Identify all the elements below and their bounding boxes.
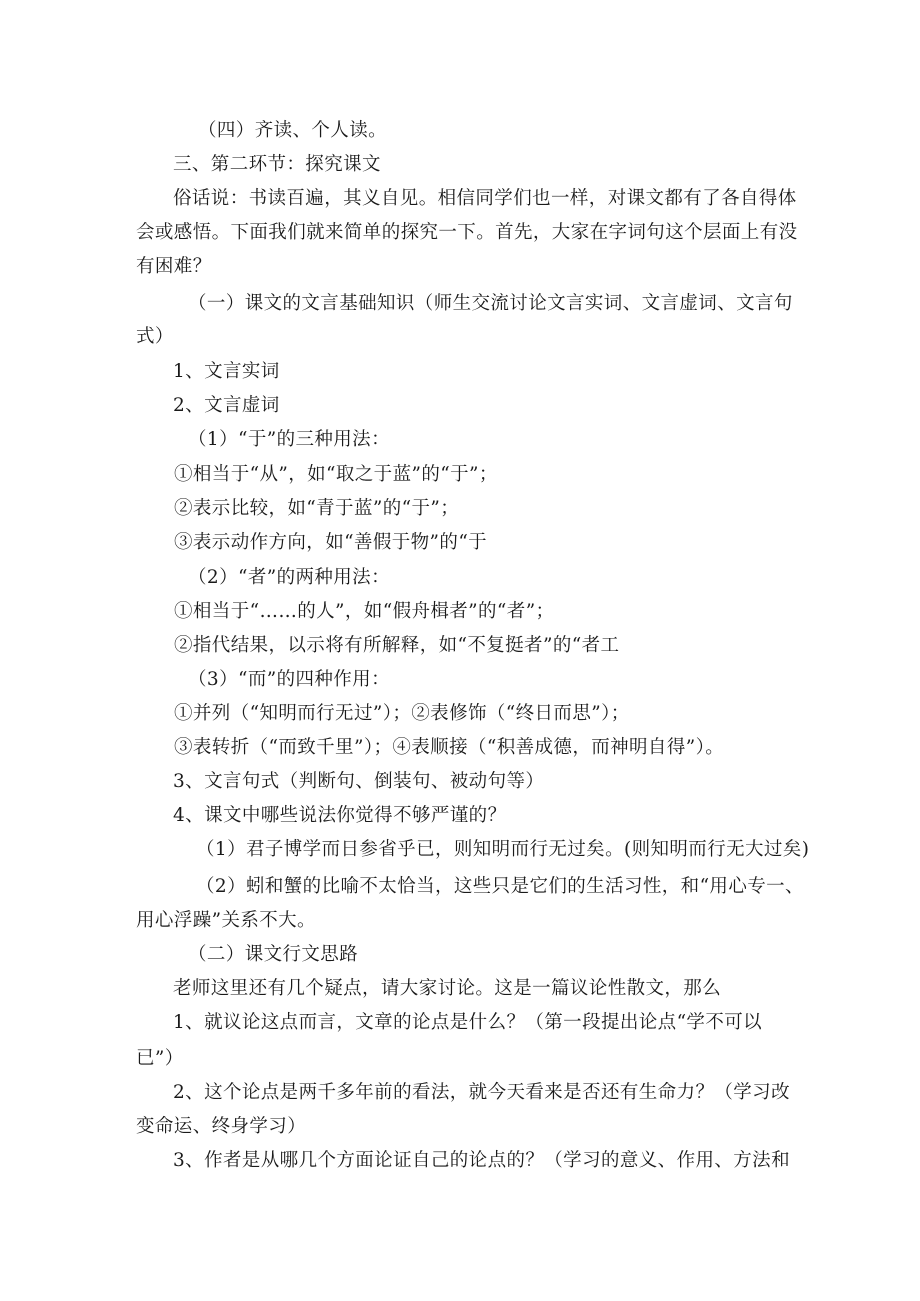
subsection-heading: （一）课文的文言基础知识（师生交流讨论文言实词、文言虚词、文言句 [188, 293, 793, 314]
list-item: 1、就议论这点而言，文章的论点是什么？（第一段提出论点“学不可以 [173, 1012, 763, 1033]
text-line: 俗话说：书读百遍，其义自见。相信同学们也一样，对课文都有了各自得体 [173, 188, 797, 209]
list-item: ①并列（“知明而行无过”）；②表修饰（“终日而思”）； [174, 703, 630, 724]
text-line: 已”） [136, 1048, 184, 1069]
text-line: 老师这里还有几个疑点，请大家讨论。这是一篇议论性散文，那么 [173, 978, 722, 999]
list-item: ③表转折（“而致千里”）；④表顺接（“积善成德，而神明自得”）。 [174, 737, 725, 758]
list-item: ③表示动作方向，如“善假于物”的“于 [174, 532, 488, 553]
text-line: 变命运、终身学习） [136, 1116, 307, 1137]
list-item: （1）“于”的三种用法： [188, 429, 390, 450]
list-item: 2、这个论点是两千多年前的看法，就今天看来是否还有生命力？（学习改 [173, 1082, 790, 1103]
list-item: ①相当于“……的人”，如“假舟楫者”的“者”； [174, 601, 555, 622]
list-item: 4、课文中哪些说法你觉得不够严谨的？ [173, 805, 507, 826]
list-item: ①相当于“从”，如“取之于蓝”的“于”； [174, 464, 498, 485]
text-line: 式） [136, 326, 174, 347]
text-line: 有困难？ [136, 256, 212, 277]
text-line: （四）齐读、个人读。 [198, 120, 388, 141]
list-item: （3）“而”的四种作用： [188, 669, 390, 690]
list-item: 3、作者是从哪几个方面论证自己的论点的？（学习的意义、作用、方法和 [173, 1150, 790, 1171]
list-item: 2、文言虚词 [173, 395, 280, 416]
text-line: 会或感悟。下面我们就来简单的探究一下。首先，大家在字词句这个层面上有没 [136, 222, 798, 243]
list-item: 3、文言句式（判断句、倒装句、被动句等） [173, 771, 545, 792]
subsection-heading: （二）课文行文思路 [188, 944, 359, 965]
list-item: ②表示比较，如“青于蓝”的“于”； [174, 498, 460, 519]
section-heading: 三、第二环节：探究课文 [173, 154, 381, 175]
list-item: 1、文言实词 [173, 361, 280, 382]
list-item: （1）君子博学而日参省乎已，则知明而行无过矣。(则知明而行无大过矣) [196, 839, 810, 860]
list-item: ②指代结果，以示将有所解释，如“不复挺者”的“者工 [174, 635, 620, 656]
text-line: 用心浮躁”关系不大。 [136, 910, 316, 931]
list-item: （2）蚓和蟹的比喻不太恰当，这些只是它们的生活习性，和“用心专一、 [196, 876, 804, 897]
list-item: （2）“者”的两种用法： [188, 567, 390, 588]
